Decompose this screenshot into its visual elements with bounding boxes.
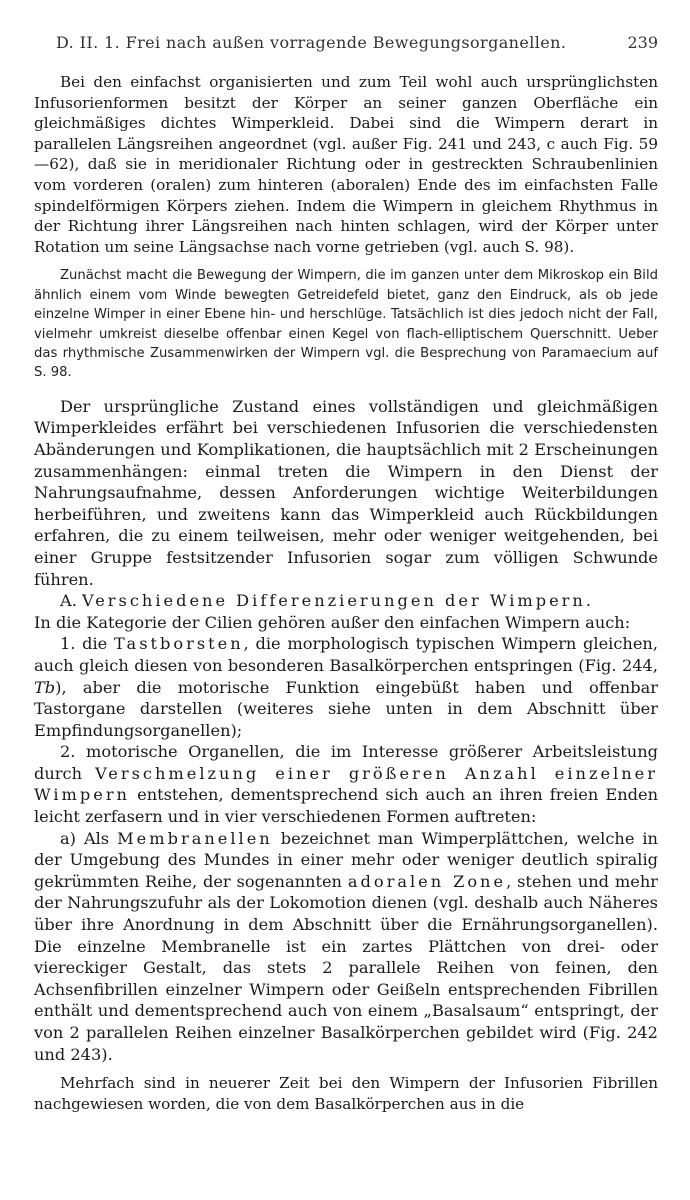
page	[34, 32, 658, 1115]
section-heading-title: Verschiedene Differenzierungen der Wimpern.	[82, 591, 594, 611]
list-item-2-prefix: 2. motorische Organellen, die im Interesse größerer Arbeitsleistung durch	[34, 742, 658, 783]
list-item-2	[34, 741, 658, 827]
list-item-a	[34, 828, 658, 1066]
running-head-title: D. II. 1. Frei nach außen vorragende Bewegungsorganellen.	[56, 33, 567, 52]
list-item-1-prefix: 1. die	[60, 634, 108, 654]
list-item-1-text-a: , die morphologisch typischen Wimpern gleichen, auch gleich diesen von besonderen Basalkörperchen entspringen (Fig. 244,	[34, 634, 658, 675]
paragraph-2-small-print: Zunächst macht die Bewegung der Wimpern, die im ganzen unter dem Mikroskop ein Bild ähnlich einem vom Winde bewegten Getreidefeld bietet, ganz den Eindruck, als ob jede einzelne Wimper in einer Ebene hin- und herschlüge. Tatsächlich ist dies jedoch nicht der Fall, vielmehr umkreist dieselbe offenbar einen Kegel von flach-elliptischem Querschnitt. Ueber das rhythmische Zusammenwirken der Wimpern vgl. die Besprechung von Paramaecium auf S. 98.	[34, 268, 658, 381]
paragraph-3: Der ursprüngliche Zustand eines vollständigen und gleichmäßigen Wimperkleides erfährt bei verschiedenen Infusorien die verschiedensten Abänderungen und Komplikationen, die hauptsächlich mit 2 Erscheinungen zusammenhängen: einmal treten die Wimpern in den Dienst der Nahrungsaufnahme, dessen Anforderungen wichtige Weiterbildungen herbeiführen, und zweitens kann das Wimperkleid auch Rückbildungen erfahren, die zu einem teilweisen, mehr oder weniger weitgehenden, bei einer Gruppe festsitzender Infusorien sogar zum völligen Schwunde führen.	[34, 396, 658, 589]
paragraph-last: Mehrfach sind in neuerer Zeit bei den Wimpern der Infusorien Fibrillen nachgewiesen worden, die von dem Basalkörperchen aus in die	[34, 1074, 658, 1114]
list-item-a-term-membranellen: Membranellen	[117, 828, 273, 848]
page-number: 239	[627, 33, 658, 52]
section-heading-a	[34, 590, 658, 612]
list-item-a-text-a: bezeichnet man Wimperplättchen, welche in der Umgebung des Mundes in einer mehr oder weniger deutlich spiralig gekrümmten Reihe, der sogenannten	[34, 828, 658, 891]
list-item-1-term: Tastborsten	[114, 634, 244, 654]
list-item-a-text-b: , stehen und mehr der Nahrungszufuhr als der Lokomotion dienen (vgl. deshalb auch Näheres über ihre Anordnung in dem Abschnitt über die Ernährungsorganellen). Die einzelne Membranelle ist ein zartes Plättchen von drei- oder viereckiger Gestalt, das stets 2 parallele Reihen von feinen, den Achsenfibrillen einzelner Wimpern oder Geißeln entsprechenden Fibrillen enthält und dementsprechend auch von einem „Basalsaum“ entspringt, der von 2 parallelen Reihen einzelner Basalkörperchen gebildet wird (Fig. 242 und 243).	[34, 871, 658, 1064]
list-item-1	[34, 633, 658, 741]
paragraph-1: Bei den einfachst organisierten und zum Teil wohl auch ursprünglichsten Infusorienformen besitzt der Körper an seiner ganzen Oberfläche ein gleichmäßiges dichtes Wimperkleid. Dabei sind die Wimpern derart in parallelen Längsreihen angeordnet (vgl. außer Fig. 241 und 243, c auch Fig. 59—62), daß sie in meridionaler Richtung oder in gestreckten Schraubenlinien vom vorderen (oralen) zum hinteren (aboralen) Ende des im einfachsten Falle spindelförmigen Körpers ziehen. Indem die Wimpern in gleichem Rhythmus in der Richtung ihrer Längsreihen nach hinten schlagen, wird der Körper unter Rotation um seine Längsachse nach vorne getrieben (vgl. auch S. 98).	[34, 73, 658, 256]
list-item-1-italic: Tb	[34, 677, 56, 697]
paragraph-4: In die Kategorie der Cilien gehören außer den einfachen Wimpern auch:	[34, 612, 631, 632]
list-item-2-term: Verschmelzung einer größeren Anzahl einzelner Wimpern	[34, 763, 658, 805]
section-heading-prefix: A.	[60, 591, 77, 611]
list-item-a-term-adorale-zone: adoralen Zone	[347, 871, 507, 891]
list-item-a-prefix: a) Als	[60, 828, 110, 848]
running-head	[34, 32, 658, 54]
list-item-1-text-b: ), aber die motorische Funktion eingebüßt haben und offenbar Tastorgane darstellen (weiteres siehe unten in dem Abschnitt über Empfindungsorganellen);	[34, 677, 658, 740]
list-item-2-suffix: entstehen, dementsprechend sich auch an ihren freien Enden leicht zerfasern und in vier verschiedenen Formen auftreten:	[34, 785, 658, 827]
